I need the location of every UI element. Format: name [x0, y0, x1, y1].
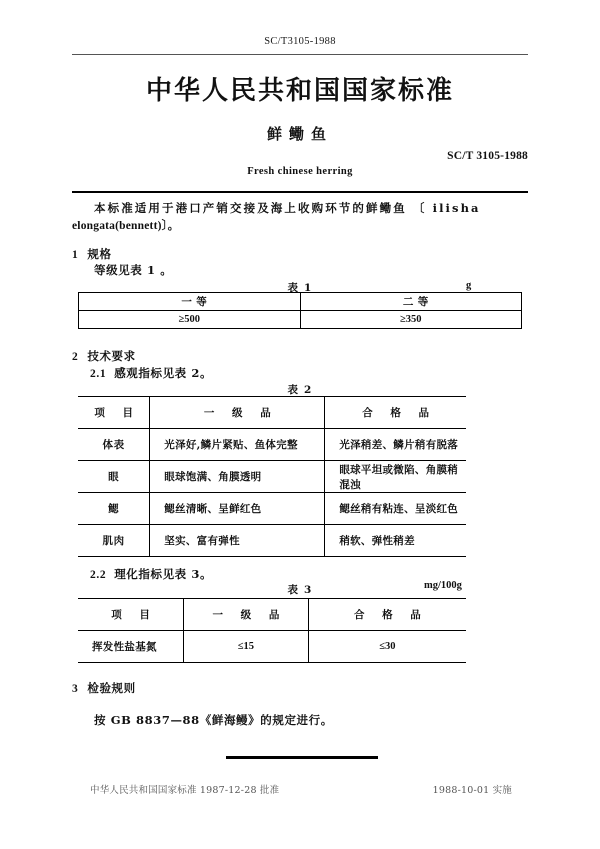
subsection-number-2-1: 2.1 — [90, 368, 107, 380]
section-title-2: 技术要求 — [87, 349, 136, 363]
table-row — [78, 599, 466, 631]
page-title: 中华人民共和国国家标准 — [145, 76, 454, 106]
scope-line-2: elongata(bennett)〕。 — [72, 220, 180, 232]
section-title-3: 检验规则 — [87, 681, 136, 695]
table-3 — [78, 598, 466, 663]
table-1-cell-0-0: ≥500 — [79, 311, 301, 329]
table-row — [78, 461, 466, 493]
table-2-cell-1-1: 眼球饱满、角膜透明 — [150, 461, 325, 493]
section-number-3: 3 — [72, 683, 79, 695]
table-2-caption: 表 2 — [287, 384, 313, 396]
end-rule — [226, 756, 378, 759]
table-2-cell-1-0: 眼 — [78, 461, 150, 493]
table-2-cell-2-1: 鳃丝清晰、呈鲜红色 — [150, 493, 325, 525]
section-title-1: 规格 — [87, 247, 112, 261]
table-1 — [78, 292, 522, 329]
section-3-body: 按 GB 8837—88《鲜海鳗》的规定进行。 — [94, 713, 333, 727]
table-2 — [78, 396, 466, 557]
footer-effective-date: 1988-10-01 实施 — [432, 785, 512, 796]
running-header: SC/T3105-1988 — [264, 36, 336, 47]
masthead-rule — [72, 191, 528, 193]
footer-approval: 中华人民共和国国家标准 1987-12-28 批准 — [90, 785, 280, 796]
table-1-header-0: 一 等 — [79, 293, 301, 311]
subsection-heading-2-1 — [90, 365, 212, 381]
table-2-header-0: 项 目 — [78, 397, 150, 429]
table-3-cell-0-1: ≤15 — [184, 631, 309, 663]
standard-code: SC/T 3105-1988 — [447, 150, 528, 162]
section-heading-1 — [72, 246, 112, 262]
subsection-text-2-1: 感观指标见表 2。 — [114, 366, 213, 380]
table-row — [79, 293, 522, 311]
table-3-caption: 表 3 — [287, 584, 313, 596]
table-row — [78, 429, 466, 461]
table-2-cell-0-1: 光泽好,鳞片紧贴、鱼体完整 — [150, 429, 325, 461]
table-3-unit: mg/100g — [424, 580, 462, 591]
header-rule — [72, 54, 528, 55]
table-1-unit: g — [466, 280, 472, 291]
table-3-header-1: 一 级 品 — [184, 599, 309, 631]
table-1-cell-0-1: ≥350 — [300, 311, 522, 329]
scope-line-1: 本标准适用于港口产销交接及海上收购环节的鲜鳓鱼 〔 ilisha — [94, 201, 481, 215]
table-2-cell-2-0: 鳃 — [78, 493, 150, 525]
table-2-cell-3-1: 坚实、富有弹性 — [150, 525, 325, 557]
table-3-header-2: 合 格 品 — [308, 599, 466, 631]
section-1-lead: 等级见表 1 。 — [94, 263, 173, 277]
section-heading-2 — [72, 348, 136, 364]
table-2-cell-0-0: 体表 — [78, 429, 150, 461]
table-2-header-1: 一 级 品 — [150, 397, 325, 429]
section-number-1: 1 — [72, 249, 79, 261]
subsection-number-2-2: 2.2 — [90, 569, 107, 581]
scope-paragraph — [72, 199, 528, 235]
table-2-header-2: 合 格 品 — [325, 397, 466, 429]
table-row — [78, 631, 466, 663]
section-number-2: 2 — [72, 351, 79, 363]
table-2-cell-3-2: 稍软、弹性稍差 — [339, 535, 415, 547]
table-row — [78, 397, 466, 429]
section-heading-3 — [72, 680, 136, 696]
table-row — [78, 493, 466, 525]
table-row — [78, 525, 466, 557]
subsection-text-2-2: 理化指标见表 3。 — [114, 567, 213, 581]
table-3-header-0: 项 目 — [78, 599, 184, 631]
table-1-header-1: 二 等 — [300, 293, 522, 311]
table-2-cell-2-2: 鳃丝稍有粘连、呈淡红色 — [325, 493, 466, 525]
table-2-cell-1-2: 眼球平坦或微陷、角膜稍混浊 — [325, 461, 466, 493]
table-row — [79, 311, 522, 329]
table-3-cell-0-0: 挥发性盐基氮 — [78, 631, 184, 663]
table-2-cell-3-0: 肌肉 — [78, 525, 150, 557]
subsection-heading-2-2 — [90, 566, 212, 582]
table-1-caption: 表 1 — [287, 282, 313, 294]
document-title: 鲜鳓鱼 — [266, 125, 333, 143]
document-title-english: Fresh chinese herring — [247, 166, 353, 177]
table-3-cell-0-2: ≤30 — [379, 641, 396, 652]
table-2-cell-0-2: 光泽稍差、鳞片稍有脱落 — [325, 429, 466, 461]
